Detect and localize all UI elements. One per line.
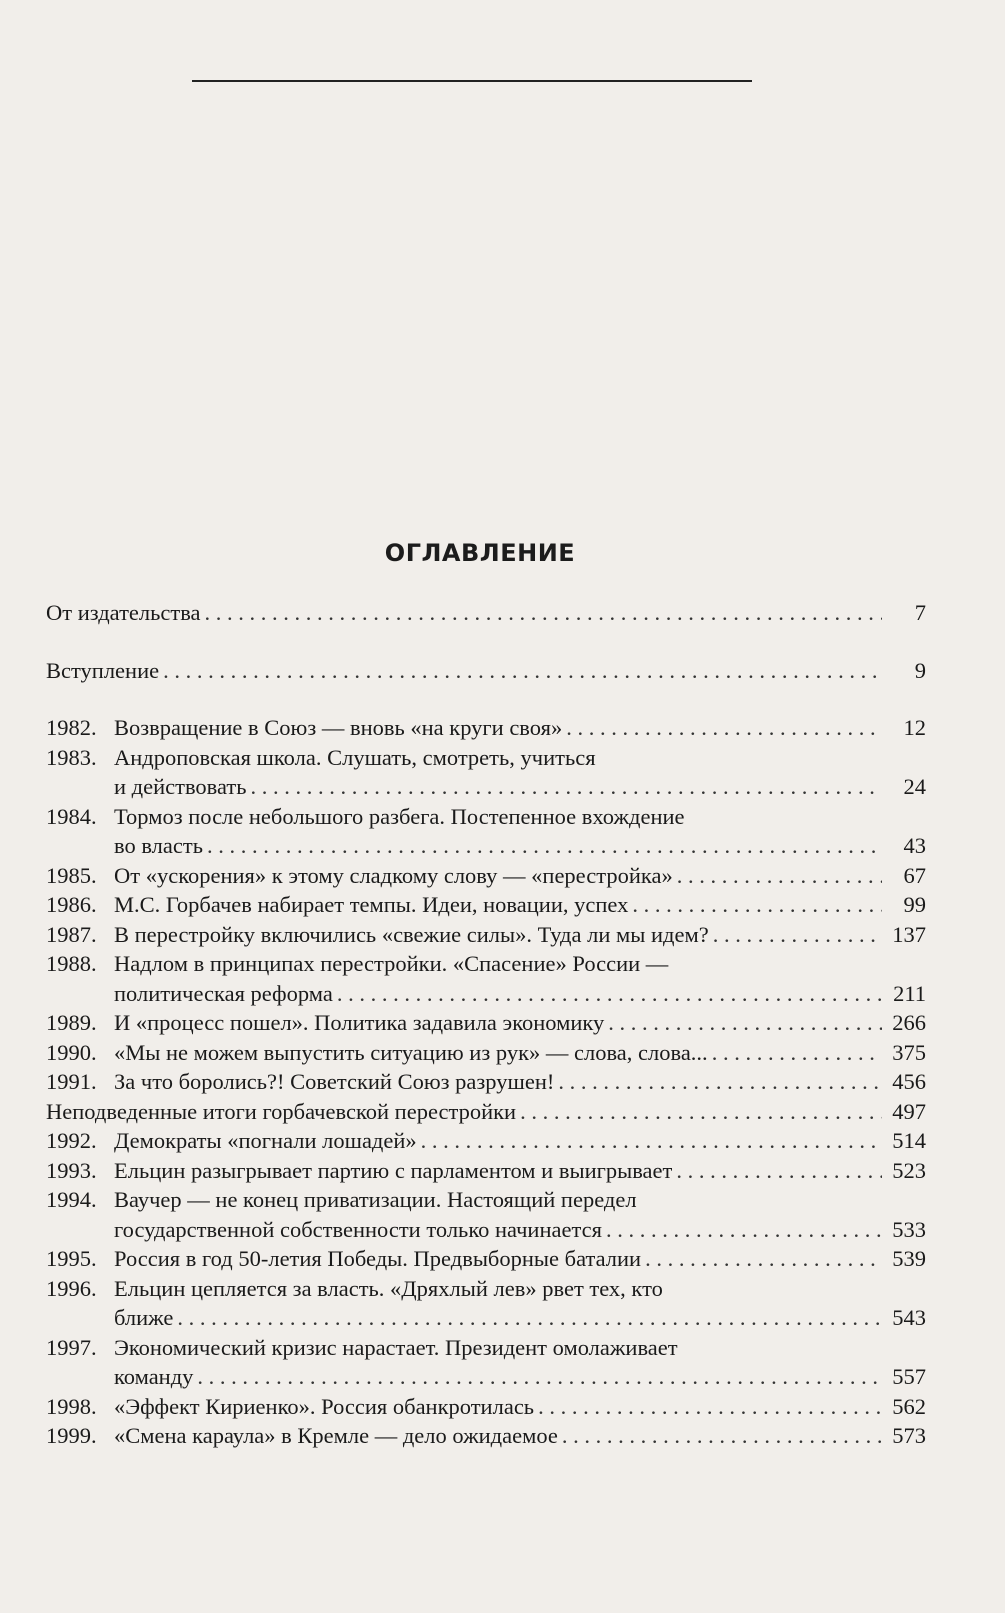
toc-entry [46, 861, 926, 891]
toc-entry [46, 743, 926, 802]
toc-entry-page-number: 562 [892, 1393, 926, 1419]
top-rule [192, 80, 752, 82]
toc-entry-body [46, 598, 926, 628]
toc-entry [46, 713, 926, 743]
toc-entry-last-line [114, 1038, 926, 1068]
toc-entry-page-number: 24 [903, 774, 926, 799]
toc-entry [46, 1067, 926, 1097]
toc-entry-last-line [114, 1008, 926, 1038]
toc-entry-page-number: 137 [892, 921, 926, 947]
toc-entry-last-line [114, 1126, 926, 1156]
dot-leader [632, 890, 882, 920]
toc-entry-last-line [114, 713, 926, 743]
toc-entry [46, 1392, 926, 1422]
toc-entry-page-number: 573 [892, 1423, 926, 1448]
toc-entry-body [114, 802, 926, 861]
dot-leader [197, 1362, 882, 1392]
table-of-contents [46, 598, 926, 1451]
toc-entry-year: 1989. [46, 1010, 97, 1035]
toc-entry-page-number: 533 [892, 1216, 926, 1242]
toc-entry-title-line: Ельцин цепляется за власть. «Дряхлый лев» рвет тех, кто [114, 1275, 663, 1301]
toc-entry-page-number: 557 [892, 1364, 926, 1389]
toc-entry-title: В перестройку включились «свежие силы». Туда ли мы идем? [114, 921, 709, 947]
dot-leader [177, 1303, 882, 1333]
toc-entry [46, 920, 926, 950]
toc-entry-body [114, 1392, 926, 1422]
toc-entry-last-line [114, 831, 926, 861]
toc-entry-page-number: 266 [892, 1010, 926, 1035]
toc-entry-year: 1997. [46, 1334, 97, 1360]
toc-entry-last-line [46, 598, 926, 628]
toc-entry-title: «Смена караула» в Кремле — дело ожидаемое [114, 1423, 558, 1448]
toc-entry-title: Демократы «погнали лошадей» [114, 1128, 417, 1153]
toc-entry-last-line [114, 861, 926, 891]
toc-entry-body [114, 1126, 926, 1156]
dot-leader [606, 1215, 882, 1245]
toc-entry-year: 1999. [46, 1423, 97, 1448]
toc-entry-body [114, 1038, 926, 1068]
toc-entry-body [46, 656, 926, 686]
dot-leader [562, 1421, 882, 1451]
toc-entry-title: От «ускорения» к этому сладкому слову — «перестройка» [114, 862, 673, 888]
toc-entry-title: команду [114, 1364, 194, 1389]
toc-entry-body [114, 920, 926, 950]
toc-entry [46, 1185, 926, 1244]
toc-entry-page-number: 67 [903, 862, 926, 888]
dot-leader [676, 1156, 882, 1186]
toc-entry-title: во власть [114, 833, 203, 858]
toc-entry-page-number: 9 [914, 657, 926, 683]
dot-leader [712, 1038, 882, 1068]
toc-entry-page-number: 539 [892, 1246, 926, 1271]
toc-entry-year: 1990. [46, 1039, 97, 1065]
toc-entry-year: 1987. [46, 921, 97, 947]
dot-leader [205, 598, 882, 628]
toc-entry-title: От издательства [46, 600, 201, 625]
dot-leader [538, 1392, 882, 1422]
toc-entry-title: ближе [114, 1305, 174, 1330]
dot-leader [677, 861, 882, 891]
toc-entry-last-line [114, 920, 926, 950]
toc-entry [46, 1333, 926, 1392]
toc-entry-page-number: 7 [914, 600, 926, 625]
toc-entry [46, 1126, 926, 1156]
toc-entry-page-number: 375 [892, 1039, 926, 1065]
toc-entry-last-line [114, 772, 926, 802]
toc-entry-title-line: Экономический кризис нарастает. Президент омолаживает [114, 1334, 678, 1360]
toc-entry-last-line [114, 1392, 926, 1422]
toc-entry [46, 1008, 926, 1038]
toc-entry-page-number: 456 [892, 1069, 926, 1094]
toc-entry-body [114, 890, 926, 920]
toc-entry-body [114, 1274, 926, 1333]
toc-entry-title: Вступление [46, 657, 160, 683]
toc-entry-title-line: Тормоз после небольшого разбега. Постепенное вхождение [114, 803, 685, 829]
dot-leader [207, 831, 882, 861]
dot-leader [337, 979, 882, 1009]
toc-entry-last-line [114, 1215, 926, 1245]
toc-entry-title-line: Ваучер — не конец приватизации. Настоящий передел [114, 1187, 637, 1212]
toc-entry-body [114, 1185, 926, 1244]
toc-entry-year: 1984. [46, 803, 97, 829]
dot-leader [645, 1244, 882, 1274]
toc-entry-title: политическая реформа [114, 980, 333, 1006]
toc-entry-last-line [114, 1156, 926, 1186]
toc-entry-last-line [46, 1097, 926, 1127]
toc-entry-year: 1992. [46, 1128, 97, 1153]
toc-entry-last-line [114, 1303, 926, 1333]
toc-entry-title: и действовать [114, 774, 247, 799]
toc-entry-title: «Эффект Кириенко». Россия обанкротилась [114, 1393, 535, 1419]
toc-entry-page-number: 523 [892, 1157, 926, 1183]
toc-entry-page-number: 211 [893, 980, 926, 1006]
toc-entry [46, 949, 926, 1008]
toc-entry [46, 1421, 926, 1451]
toc-entry-title: За что боролись?! Советский Союз разрушен! [114, 1069, 555, 1094]
toc-entry-body [114, 1333, 926, 1392]
toc-entry-last-line [114, 979, 926, 1009]
toc-entry-year: 1996. [46, 1275, 97, 1301]
dot-leader [421, 1126, 882, 1156]
dot-leader [163, 656, 882, 686]
toc-entry [46, 1097, 926, 1127]
toc-entry-title: И «процесс пошел». Политика задавила экономику [114, 1010, 605, 1035]
toc-entry-last-line [46, 656, 926, 686]
toc-entry-last-line [114, 1244, 926, 1274]
dot-leader [566, 713, 882, 743]
toc-entry [46, 802, 926, 861]
dot-leader [608, 1008, 882, 1038]
toc-entry-last-line [114, 1362, 926, 1392]
toc-entry [46, 1038, 926, 1068]
toc-entry-title-line: Надлом в принципах перестройки. «Спасение» России — [114, 951, 669, 976]
dot-leader [251, 772, 882, 802]
toc-entry [46, 656, 926, 686]
toc-entry-page-number: 543 [892, 1305, 926, 1330]
toc-title: ОГЛАВЛЕНИЕ [384, 539, 576, 567]
toc-entry [46, 1244, 926, 1274]
toc-entry-year: 1982. [46, 715, 97, 740]
toc-entry-title: Ельцин разыгрывает партию с парламентом и выигрывает [114, 1157, 673, 1183]
toc-entry-body [114, 861, 926, 891]
toc-entry-year: 1995. [46, 1246, 97, 1271]
toc-entry-page-number: 12 [903, 715, 926, 740]
toc-entry-title-line: Андроповская школа. Слушать, смотреть, учиться [114, 744, 596, 770]
toc-entry-body [114, 1421, 926, 1451]
toc-entry-body [114, 743, 926, 802]
toc-entry [46, 1274, 926, 1333]
toc-entry-title: Возвращение в Союз — вновь «на круги своя» [114, 715, 563, 740]
toc-entry-body [114, 1008, 926, 1038]
toc-entry-body [114, 1244, 926, 1274]
toc-entry-year: 1998. [46, 1393, 97, 1419]
toc-entry-page-number: 514 [892, 1128, 926, 1153]
toc-entry-page-number: 43 [903, 833, 926, 858]
toc-entry-year: 1993. [46, 1157, 97, 1183]
toc-entry-year: 1985. [46, 862, 97, 888]
toc-entry-year: 1991. [46, 1069, 97, 1094]
toc-entry-body [114, 949, 926, 1008]
dot-leader [713, 920, 882, 950]
toc-entry-year: 1994. [46, 1187, 97, 1212]
toc-entry-last-line [114, 1421, 926, 1451]
toc-entry-year: 1983. [46, 744, 97, 770]
toc-entry [46, 1156, 926, 1186]
toc-entry [46, 890, 926, 920]
toc-entry-page-number: 99 [903, 892, 926, 917]
toc-entry-body [114, 1067, 926, 1097]
toc-entry-title: Россия в год 50-летия Победы. Предвыборные баталии [114, 1246, 642, 1271]
toc-entry-last-line [114, 1067, 926, 1097]
dot-leader [558, 1067, 882, 1097]
toc-entry-title: М.С. Горбачев набирает темпы. Идеи, новации, успех [114, 892, 629, 917]
toc-entry-page-number: 497 [892, 1098, 926, 1124]
dot-leader [520, 1097, 882, 1127]
toc-entry-title: «Мы не можем выпустить ситуацию из рук» — слова, слова... [114, 1039, 708, 1065]
toc-entry-year: 1988. [46, 951, 97, 976]
toc-entry-year: 1986. [46, 892, 97, 917]
toc-entry-body [114, 1156, 926, 1186]
toc-entry-body [114, 713, 926, 743]
toc-entry-last-line [114, 890, 926, 920]
toc-entry [46, 598, 926, 628]
toc-entry-body [46, 1097, 926, 1127]
toc-entry-title: государственной собственности только начинается [114, 1216, 602, 1242]
toc-entry-title: Неподведенные итоги горбачевской перестройки [46, 1098, 517, 1124]
